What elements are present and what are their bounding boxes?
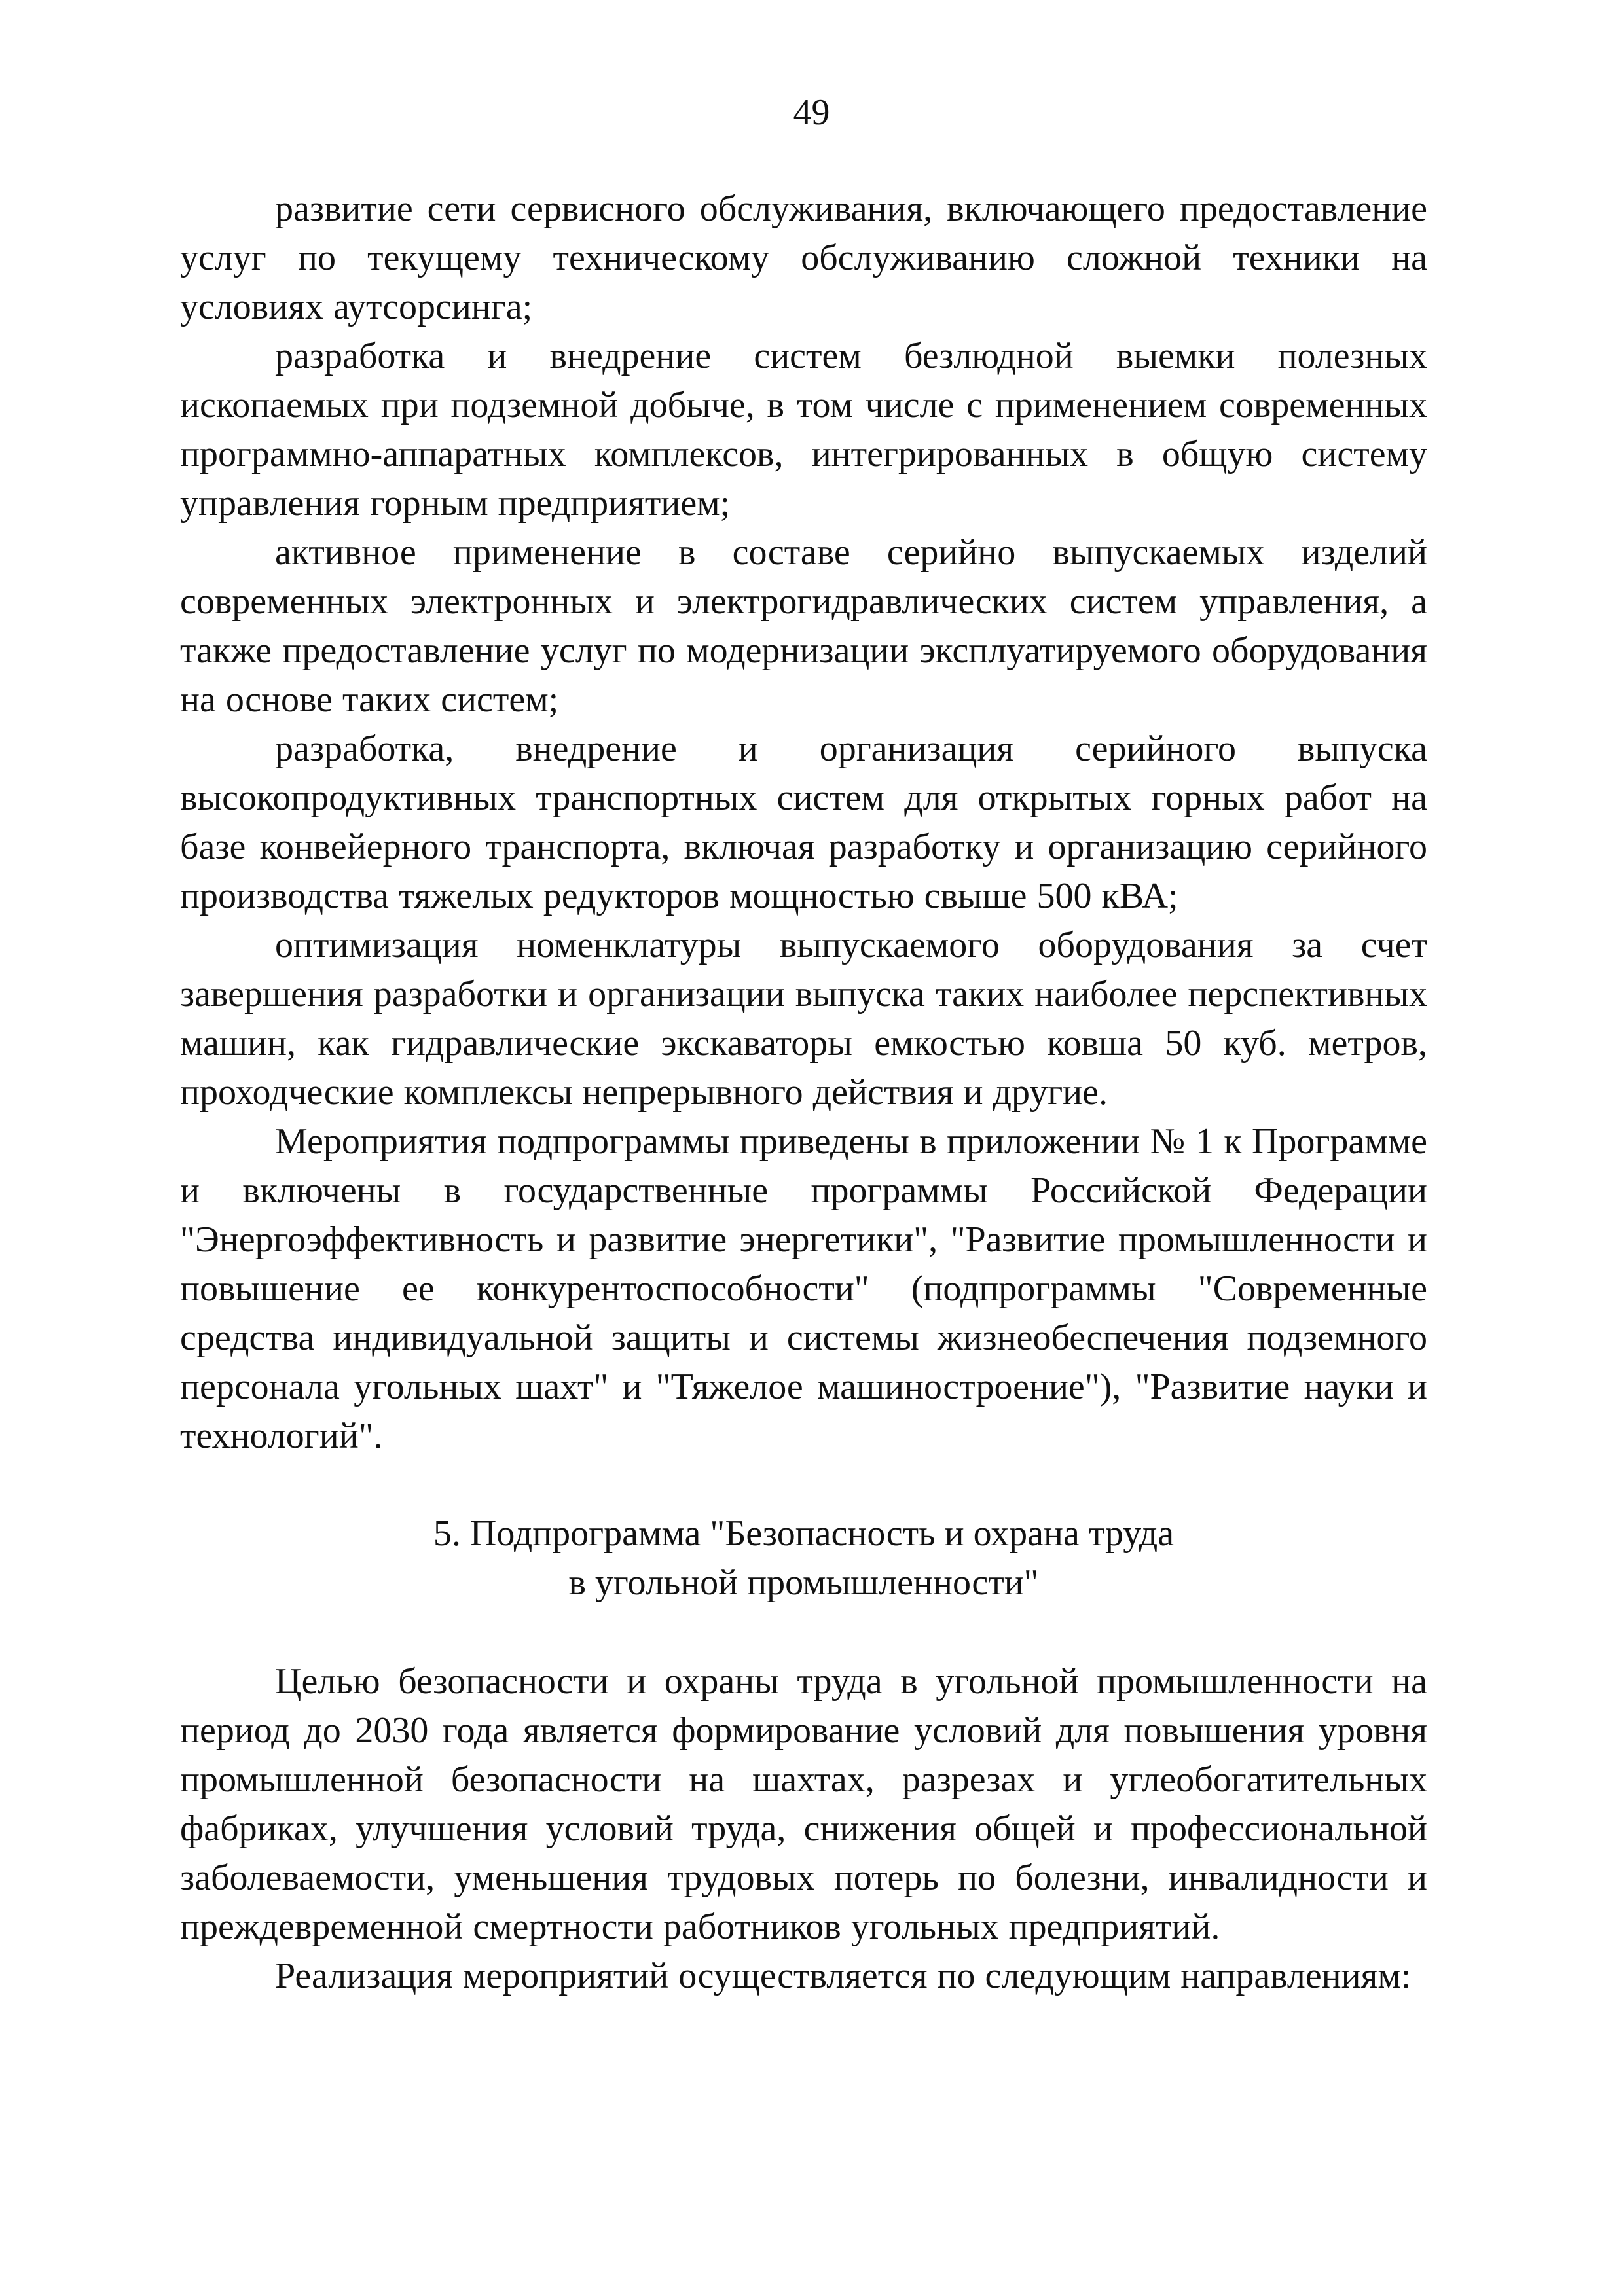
paragraph-service-network: развитие сети сервисного обслуживания, включающего предоставление услуг по текущему техническому обслуживанию сложной техники на условиях аутсорсинга; — [180, 188, 1427, 327]
paragraph-implementation-directions: Реализация мероприятий осуществляется по следующим направлениям: — [275, 1956, 1412, 1996]
paragraph-control-systems: активное применение в составе серийно выпускаемых изделий современных электронных и электрогидравлических систем управления, а также предоставление услуг по модернизации эксплуатируемого оборудования на основе таких систем; — [180, 532, 1427, 720]
paragraph-safety-goal: Целью безопасности и охраны труда в угольной промышленности на период до 2030 года является формирование условий для повышения уровня промышленной безопасности на шахтах, разрезах и углеобогатительных фабриках, улучшения условий труда, снижения общей и профессиональной заболеваемости, уменьшения трудовых потерь по болезни, инвалидности и преждевременной смертности работников угольных предприятий. — [180, 1661, 1427, 1947]
page-number: 49 — [793, 92, 830, 133]
document-body — [180, 185, 1427, 2001]
paragraph-unmanned-mining: разработка и внедрение систем безлюдной выемки полезных ископаемых при подземной добыче, в том числе с применением современных программно-аппаратных комплексов, интегрированных в общую систему управления горным предприятием; — [180, 336, 1427, 524]
paragraph-subprogram-measures: Мероприятия подпрограммы приведены в приложении № 1 к Программе и включены в государственные программы Российской Федерации "Энергоэффективность и развитие энергетики", "Развитие промышленности и повышение ее конкурентоспособности" (подпрограммы "Современные средства индивидуальной защиты и системы жизнеобеспечения подземного персонала угольных шахт" и "Тяжелое машиностроение"), "Развитие науки и технологий". — [180, 1121, 1427, 1456]
paragraph-transport-systems: разработка, внедрение и организация серийного выпуска высокопродуктивных транспортных систем для открытых горных работ на базе конвейерного транспорта, включая разработку и организацию серийного производства тяжелых редукторов мощностью свыше 500 кВА; — [180, 728, 1427, 916]
paragraph-nomenclature-optimization: оптимизация номенклатуры выпускаемого оборудования за счет завершения разработки и организации выпуска таких наиболее перспективных машин, как гидравлические экскаваторы емкостью ковша 50 куб. метров, проходческие комплексы непрерывного действия и другие. — [180, 925, 1427, 1113]
section-heading-line-1: 5. Подпрограмма "Безопасность и охрана труда — [433, 1513, 1175, 1554]
section-heading — [180, 1509, 1427, 1607]
section-heading-line-2: в угольной промышленности" — [568, 1562, 1039, 1603]
